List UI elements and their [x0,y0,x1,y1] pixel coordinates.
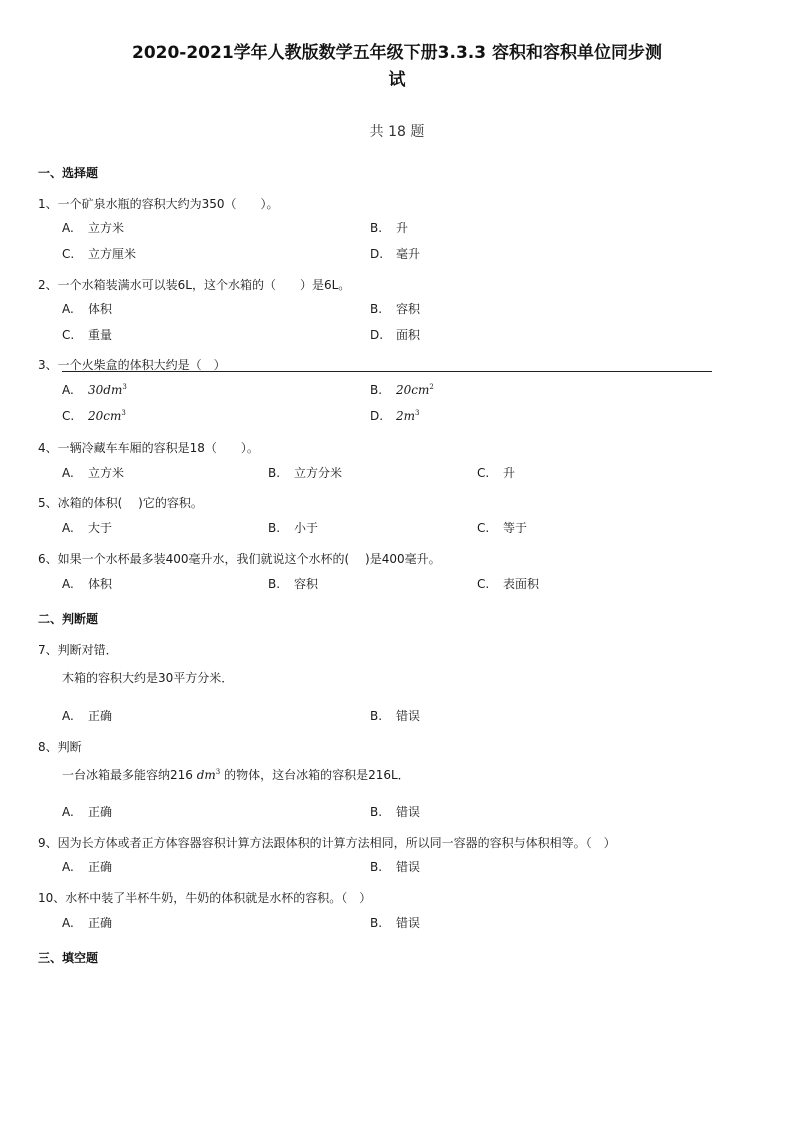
question-5: 5、冰箱的体积( )它的容积。 [38,496,203,510]
option-text: 正确 [88,860,113,874]
math-number: 2 [396,409,404,423]
option-label: A. [62,709,74,723]
question-8-statement [62,766,410,783]
option-text: 容积 [396,302,421,316]
q5-option-c[interactable] [477,519,527,536]
option-label: C. [62,247,75,261]
option-label: A. [62,383,74,397]
q3-option-b[interactable] [370,383,434,397]
question-4: 4、一辆冷藏车车厢的容积是18（ ）。 [38,441,259,455]
math-expression [396,383,434,397]
option-label: B. [370,221,383,235]
q1-option-a[interactable] [62,219,124,236]
option-text: 面积 [396,328,421,342]
option-label: B. [268,577,281,591]
q10-option-a[interactable] [62,914,112,931]
q2-option-d[interactable] [370,326,420,343]
document-title [100,40,694,94]
question-3: 3、一个火柴盒的体积大约是（ ） [38,358,226,372]
question-9: 9、因为长方体或者正方体容器容积计算方法跟体积的计算方法相同，所以同一容器的容积与体积相等。（ ） [38,836,616,850]
q7-option-a[interactable] [62,707,112,724]
option-label: B. [268,466,281,480]
option-text: 等于 [503,521,528,535]
q2-option-b[interactable] [370,300,420,317]
math-expression [88,409,126,423]
option-text: 立方米 [88,221,125,235]
question-7-statement: 木箱的容积大约是30平方分米． [62,671,234,685]
section-heading-fill-blank: 三、填空题 [38,951,99,965]
title-line-2: 试 [388,70,406,90]
option-text: 体积 [88,577,113,591]
option-text: 立方厘米 [88,247,137,261]
option-label: B. [370,383,383,397]
option-label: A. [62,302,74,316]
option-label: C. [62,409,75,423]
math-expression [88,383,127,397]
question-6: 6、如果一个水杯最多装400毫升水，我们就说这个水杯的( )是400毫升。 [38,552,441,566]
option-text: 立方米 [88,466,125,480]
q10-option-b[interactable] [370,914,420,931]
option-text: 升 [396,221,409,235]
math-unit: m [403,409,416,423]
option-label: B. [370,709,383,723]
q4-option-b[interactable] [268,464,342,481]
q4-option-c[interactable] [477,464,515,481]
math-unit: dm [103,383,123,397]
q8-option-b[interactable] [370,803,420,820]
option-label: A. [62,221,74,235]
q5-option-b[interactable] [268,519,318,536]
option-label: D. [370,409,384,423]
q4-option-a[interactable] [62,464,124,481]
question-10: 10、水杯中装了半杯牛奶，牛奶的体积就是水杯的容积。（ ） [38,891,372,905]
q2-option-a[interactable] [62,300,112,317]
q6-option-c[interactable] [477,575,539,592]
option-label: C. [477,577,490,591]
q3-option-d[interactable] [370,409,420,423]
q7-option-b[interactable] [370,707,420,724]
option-label: D. [370,328,384,342]
section-heading-judgement: 二、判断题 [38,612,99,626]
math-unit-text: dm [196,768,216,782]
option-label: C. [477,521,490,535]
q3-option-c[interactable] [62,409,126,423]
section-heading-choice: 一、选择题 [38,166,99,180]
q1-option-b[interactable] [370,219,408,236]
q6-option-a[interactable] [62,575,112,592]
option-label: B. [370,860,383,874]
math-exponent: 3 [415,409,420,417]
math-unit: cm [411,383,430,397]
option-text: 错误 [396,805,421,819]
option-label: A. [62,521,74,535]
option-label: A. [62,860,74,874]
option-label: C. [62,328,75,342]
math-exponent: 3 [121,409,126,417]
option-text: 错误 [396,860,421,874]
math-exponent: 3 [215,768,221,776]
option-text: 升 [503,466,516,480]
q3-option-a[interactable] [62,383,127,397]
math-number: 20 [88,409,104,423]
option-text: 错误 [396,916,421,930]
question-2: 2、一个水箱装满水可以装6L，这个水箱的（ ）是6L。 [38,278,351,292]
option-label: A. [62,805,74,819]
option-label: B. [370,916,383,930]
q6-option-b[interactable] [268,575,318,592]
option-label: A. [62,916,74,930]
q5-option-a[interactable] [62,519,112,536]
option-label: A. [62,466,74,480]
question-7: 7、判断对错． [38,643,118,657]
option-label: B. [370,302,383,316]
q1-option-c[interactable] [62,245,136,262]
option-text: 正确 [88,916,113,930]
option-label: B. [370,805,383,819]
math-number: 20 [396,383,412,397]
statement-text-after: 的物体，这台冰箱的容积是216L． [220,768,410,782]
math-unit: cm [103,409,122,423]
option-text: 错误 [396,709,421,723]
option-label: D. [370,247,384,261]
option-label: A. [62,577,74,591]
q9-option-b[interactable] [370,858,420,875]
question-count: 共 18 题 [369,124,425,140]
option-label: C. [477,466,490,480]
option-text: 小于 [294,521,319,535]
question-1: 1、一个矿泉水瓶的容积大约为350（ ）。 [38,197,279,211]
option-text: 体积 [88,302,113,316]
math-exponent: 2 [429,383,434,391]
option-label: B. [268,521,281,535]
option-text: 表面积 [503,577,540,591]
q8-option-a[interactable] [62,803,112,820]
math-exponent: 3 [122,383,127,391]
option-text: 立方分米 [294,466,343,480]
q2-option-c[interactable] [62,326,112,343]
question-8: 8、判断 [38,740,82,754]
math-expression [396,409,420,423]
statement-text-before: 一台冰箱最多能容纳216 [62,768,197,782]
option-text: 重量 [88,328,113,342]
option-text: 容积 [294,577,319,591]
q1-option-d[interactable] [370,245,420,262]
option-text: 正确 [88,805,113,819]
math-number: 30 [88,383,104,397]
title-line-1: 2020-2021学年人教版数学五年级下册3.3.3 容积和容积单位同步测 [131,43,662,63]
option-text: 正确 [88,709,113,723]
q9-option-a[interactable] [62,858,112,875]
option-text: 毫升 [396,247,421,261]
option-text: 大于 [88,521,113,535]
divider-line [62,371,712,372]
math-unit [197,768,221,782]
